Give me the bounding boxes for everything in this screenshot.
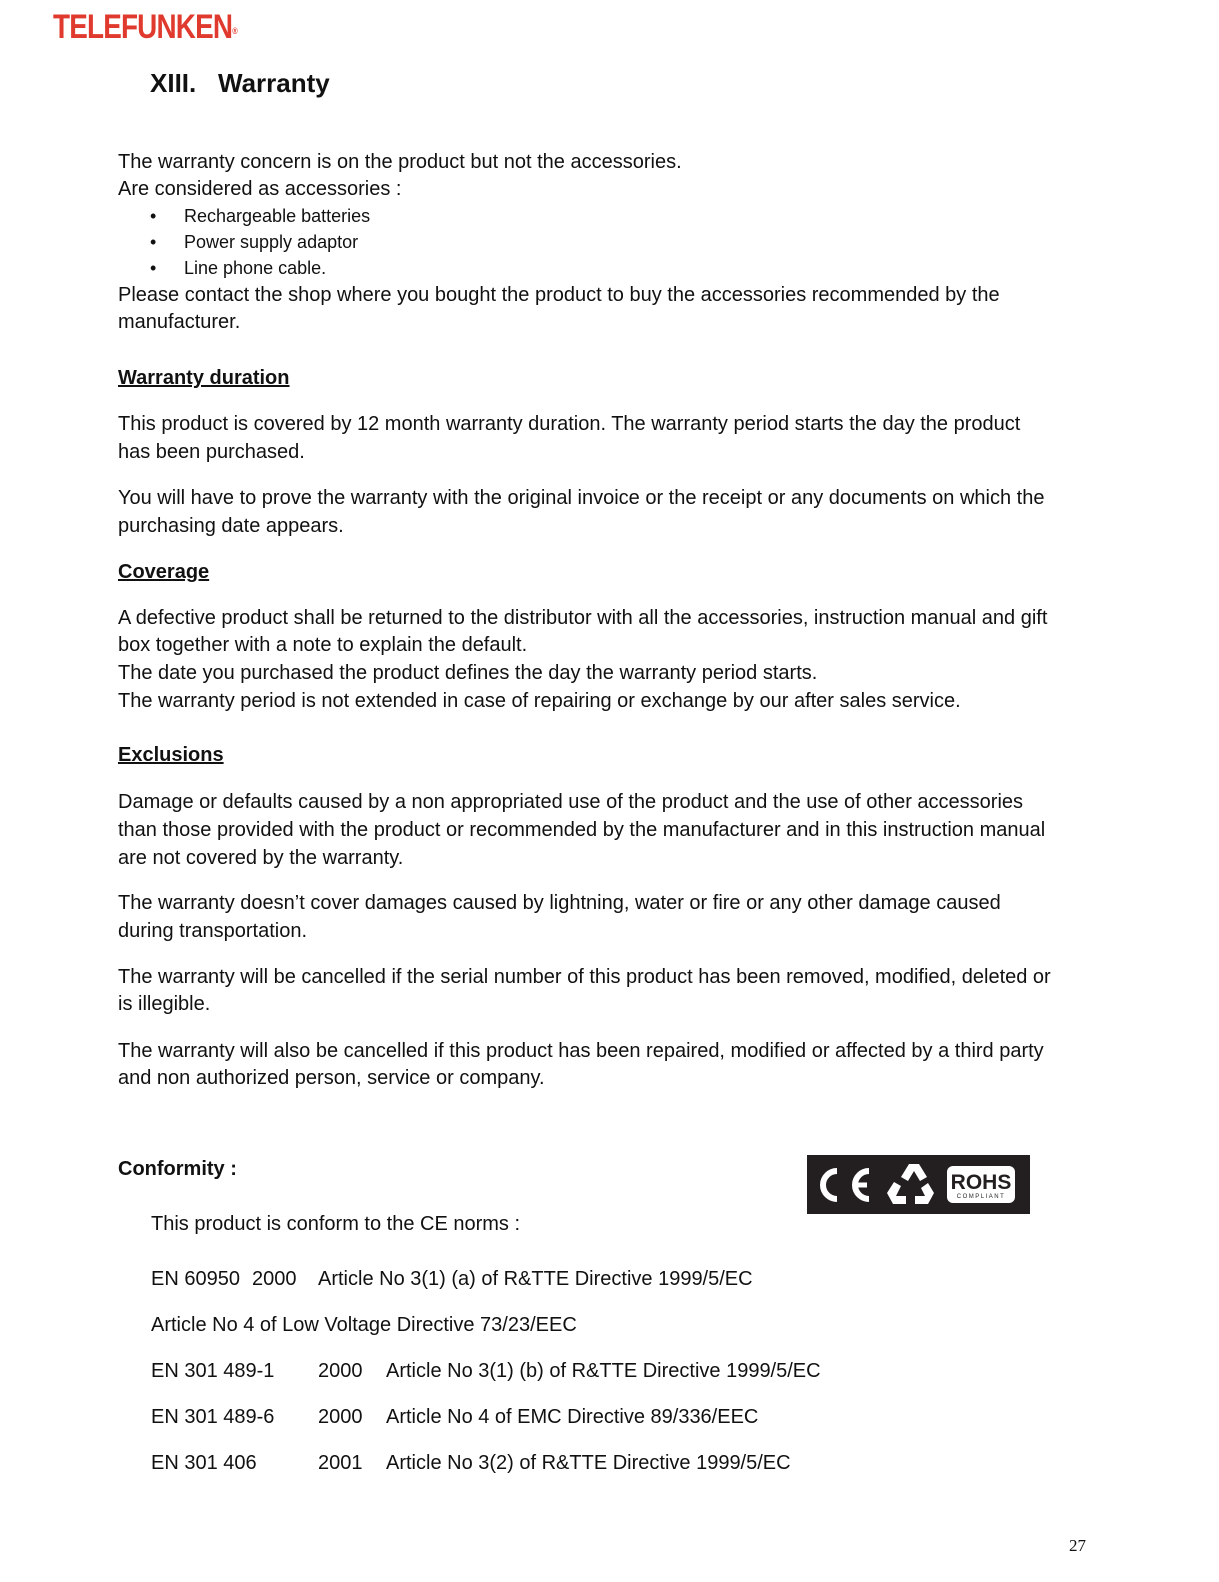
norm-year: 2000 — [318, 1360, 363, 1382]
contact-line: Please contact the shop where you bought the product to buy the accessories recommended by the — [118, 284, 1000, 306]
bullet-icon: • — [150, 206, 157, 226]
norm-article: Article No 3(2) of R&TTE Directive 1999/5/EC — [386, 1452, 791, 1474]
paragraph-line: purchasing date appears. — [118, 515, 344, 537]
conformity-intro: This product is conform to the CE norms : — [151, 1213, 521, 1235]
norm-article: Article No 4 of Low Voltage Directive 73/23/EEC — [151, 1314, 577, 1336]
norm-code: EN 60950 — [151, 1268, 240, 1290]
norm-article: Article No 3(1) (a) of R&TTE Directive 1999/5/EC — [318, 1268, 753, 1290]
bullet-item: Rechargeable batteries — [184, 206, 371, 226]
norm-article: Article No 3(1) (b) of R&TTE Directive 1999/5/EC — [386, 1360, 821, 1382]
intro-line: Are considered as accessories : — [118, 178, 402, 200]
norm-code: EN 301 489-6 — [151, 1406, 275, 1428]
section-title: Warranty — [218, 68, 330, 98]
page-number: 27 — [1069, 1536, 1086, 1555]
bullet-icon: • — [150, 258, 157, 278]
paragraph-line: than those provided with the product or recommended by the manufacturer and in this instruction manual — [118, 819, 1046, 841]
paragraph-line: is illegible. — [118, 993, 211, 1015]
exclusions-heading: Exclusions — [118, 744, 224, 766]
recycle-icon — [887, 1164, 934, 1204]
bullet-item: Power supply adaptor — [184, 232, 359, 252]
contact-line: manufacturer. — [118, 311, 241, 333]
coverage-heading: Coverage — [118, 561, 210, 583]
conformity-heading: Conformity : — [118, 1158, 237, 1180]
paragraph-line: has been purchased. — [118, 441, 305, 463]
paragraph-line: The warranty will be cancelled if the serial number of this product has been removed, modified, deleted or — [118, 966, 1051, 988]
svg-text:COMPLIANT: COMPLIANT — [956, 1194, 1006, 1200]
paragraph-line: Damage or defaults caused by a non appropriated use of the product and the use of other accessories — [118, 791, 1024, 813]
paragraph-line: This product is covered by 12 month warranty duration. The warranty period starts the day the product — [118, 413, 1021, 435]
paragraph-line: are not covered by the warranty. — [118, 847, 404, 869]
svg-text:ROHS: ROHS — [950, 1171, 1012, 1194]
paragraph-line: and non authorized person, service or company. — [118, 1067, 545, 1089]
paragraph-line: The warranty will also be cancelled if this product has been repaired, modified or affected by a third party — [118, 1040, 1044, 1062]
certification-badge — [807, 1155, 1030, 1214]
warranty-duration-heading: Warranty duration — [118, 367, 290, 389]
bullet-item: Line phone cable. — [184, 258, 327, 278]
norm-year: 2001 — [318, 1452, 363, 1474]
paragraph-line: The warranty period is not extended in case of repairing or exchange by our after sales service. — [118, 690, 961, 712]
intro-line: The warranty concern is on the product but not the accessories. — [118, 151, 682, 173]
section-number: XIII. — [150, 68, 197, 98]
paragraph-line: The warranty doesn’t cover damages caused by lightning, water or fire or any other damage caused — [118, 892, 1001, 914]
norm-code: EN 301 406 — [151, 1452, 257, 1474]
paragraph-line: The date you purchased the product defines the day the warranty period starts. — [118, 662, 818, 684]
bullet-icon: • — [150, 232, 157, 252]
ce-mark-icon — [823, 1171, 869, 1199]
paragraph-line: during transportation. — [118, 920, 308, 942]
paragraph-line: You will have to prove the warranty with the original invoice or the receipt or any documents on which the — [118, 487, 1045, 509]
norm-article: Article No 4 of EMC Directive 89/336/EEC — [386, 1406, 759, 1428]
norm-year: 2000 — [252, 1268, 297, 1290]
rohs-compliant-icon — [947, 1166, 1015, 1203]
registered-mark: ® — [232, 26, 237, 36]
norm-year: 2000 — [318, 1406, 363, 1428]
section-heading — [150, 68, 330, 98]
paragraph-line: box together with a note to explain the default. — [118, 634, 528, 656]
paragraph-line: A defective product shall be returned to the distributor with all the accessories, instruction manual and gift — [118, 607, 1048, 629]
logo-text: TELEFUNKEN — [53, 8, 233, 46]
norm-code: EN 301 489-1 — [151, 1360, 275, 1382]
telefunken-logo — [53, 8, 237, 46]
